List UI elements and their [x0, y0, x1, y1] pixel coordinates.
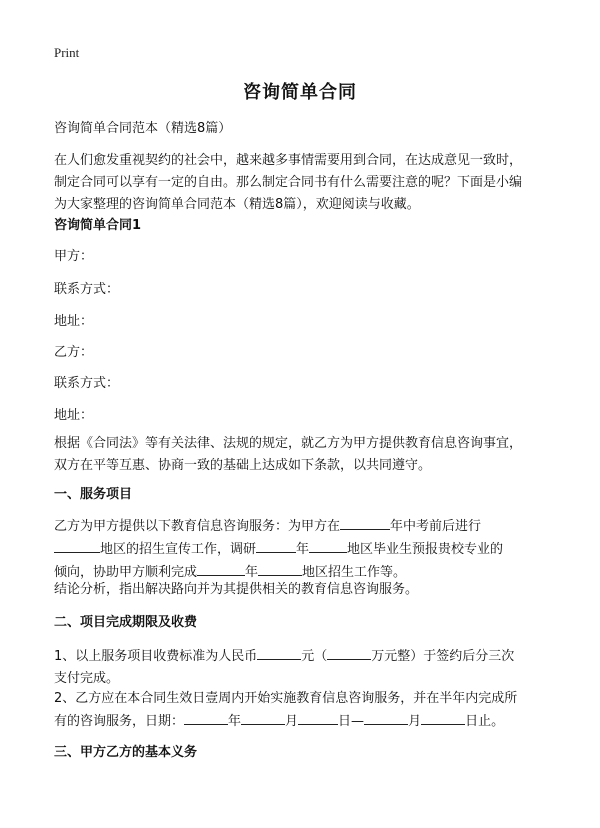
- fill-blank: [364, 710, 408, 725]
- conclusion-text: 结论分析，指出解决路向并为其提供相关的教育信息咨询服务。: [54, 582, 419, 597]
- contact-b-label: 联系方式：: [54, 376, 120, 391]
- section2-line: 2、乙方应在本合同生效日壹周内开始实施教育信息咨询服务，并在半年内完成所: [54, 691, 518, 706]
- fill-blank: [309, 538, 347, 553]
- intro-line: 在人们愈发重视契约的社会中，越来越多事情需要用到合同，在达成意见一致时，: [54, 153, 523, 168]
- section1-line: 倾向，协助甲方顺利完成 年 地区招生工作等。: [54, 561, 554, 584]
- intro-line: 制定合同可以享有一定的自由。那么制定合同书有什么需要注意的呢？下面是小编: [54, 175, 523, 190]
- party-a-label: 甲方：: [54, 249, 94, 264]
- address-a-label: 地址：: [54, 314, 94, 329]
- section3-heading: 三、甲方乙方的基本义务: [54, 745, 198, 760]
- fill-blank: [257, 645, 301, 660]
- section2-line: 支付完成。: [54, 671, 120, 686]
- fill-blank: [327, 645, 371, 660]
- section2-item1: [54, 645, 554, 690]
- section1-line: 乙方为甲方提供以下教育信息咨询服务：为甲方在 年中考前后进行: [54, 515, 554, 538]
- intro-line: 为大家整理的咨询简单合同范本（精选8篇），欢迎阅读与收藏。: [54, 197, 420, 212]
- intro-paragraph: [54, 150, 554, 216]
- basis-line: 双方在平等互惠、协商一致的基础上达成如下条款，以共同遵守。: [54, 458, 432, 473]
- fill-blank: [241, 710, 285, 725]
- fill-blank: [340, 515, 390, 530]
- address-b-label: 地址：: [54, 408, 94, 423]
- contact-a-label: 联系方式：: [54, 282, 120, 297]
- contract1-heading: 咨询简单合同1: [54, 218, 142, 233]
- section2-line: 1、以上服务项目收费标准为人民币 元（ 万元整）于签约后分三次: [54, 645, 554, 668]
- party-b-label: 乙方：: [54, 345, 94, 360]
- section2-heading: 二、项目完成期限及收费: [54, 615, 198, 630]
- fill-blank: [258, 561, 302, 576]
- section1-line: 地区的招生宣传工作，调研 年 地区毕业生预报贵校专业的: [54, 538, 554, 561]
- fill-blank: [54, 538, 100, 553]
- document-subtitle: 咨询简单合同范本（精选8篇）: [54, 121, 232, 136]
- section2-line: 有的咨询服务，日期： 年 月 日— 月 日止。: [54, 710, 554, 733]
- fill-blank: [197, 561, 245, 576]
- fill-blank: [421, 710, 465, 725]
- section1-heading: 一、服务项目: [54, 487, 133, 502]
- print-label[interactable]: Print: [54, 45, 80, 60]
- fill-blank: [184, 710, 228, 725]
- fill-blank: [298, 710, 338, 725]
- fill-blank: [256, 538, 296, 553]
- section2-item2: [54, 688, 554, 733]
- document-title: 咨询简单合同: [243, 82, 357, 103]
- basis-paragraph: [54, 433, 554, 477]
- section1-paragraph: [54, 515, 554, 584]
- basis-line: 根据《合同法》等有关法律、法规的规定，就乙方为甲方提供教育信息咨询事宜，: [54, 436, 523, 451]
